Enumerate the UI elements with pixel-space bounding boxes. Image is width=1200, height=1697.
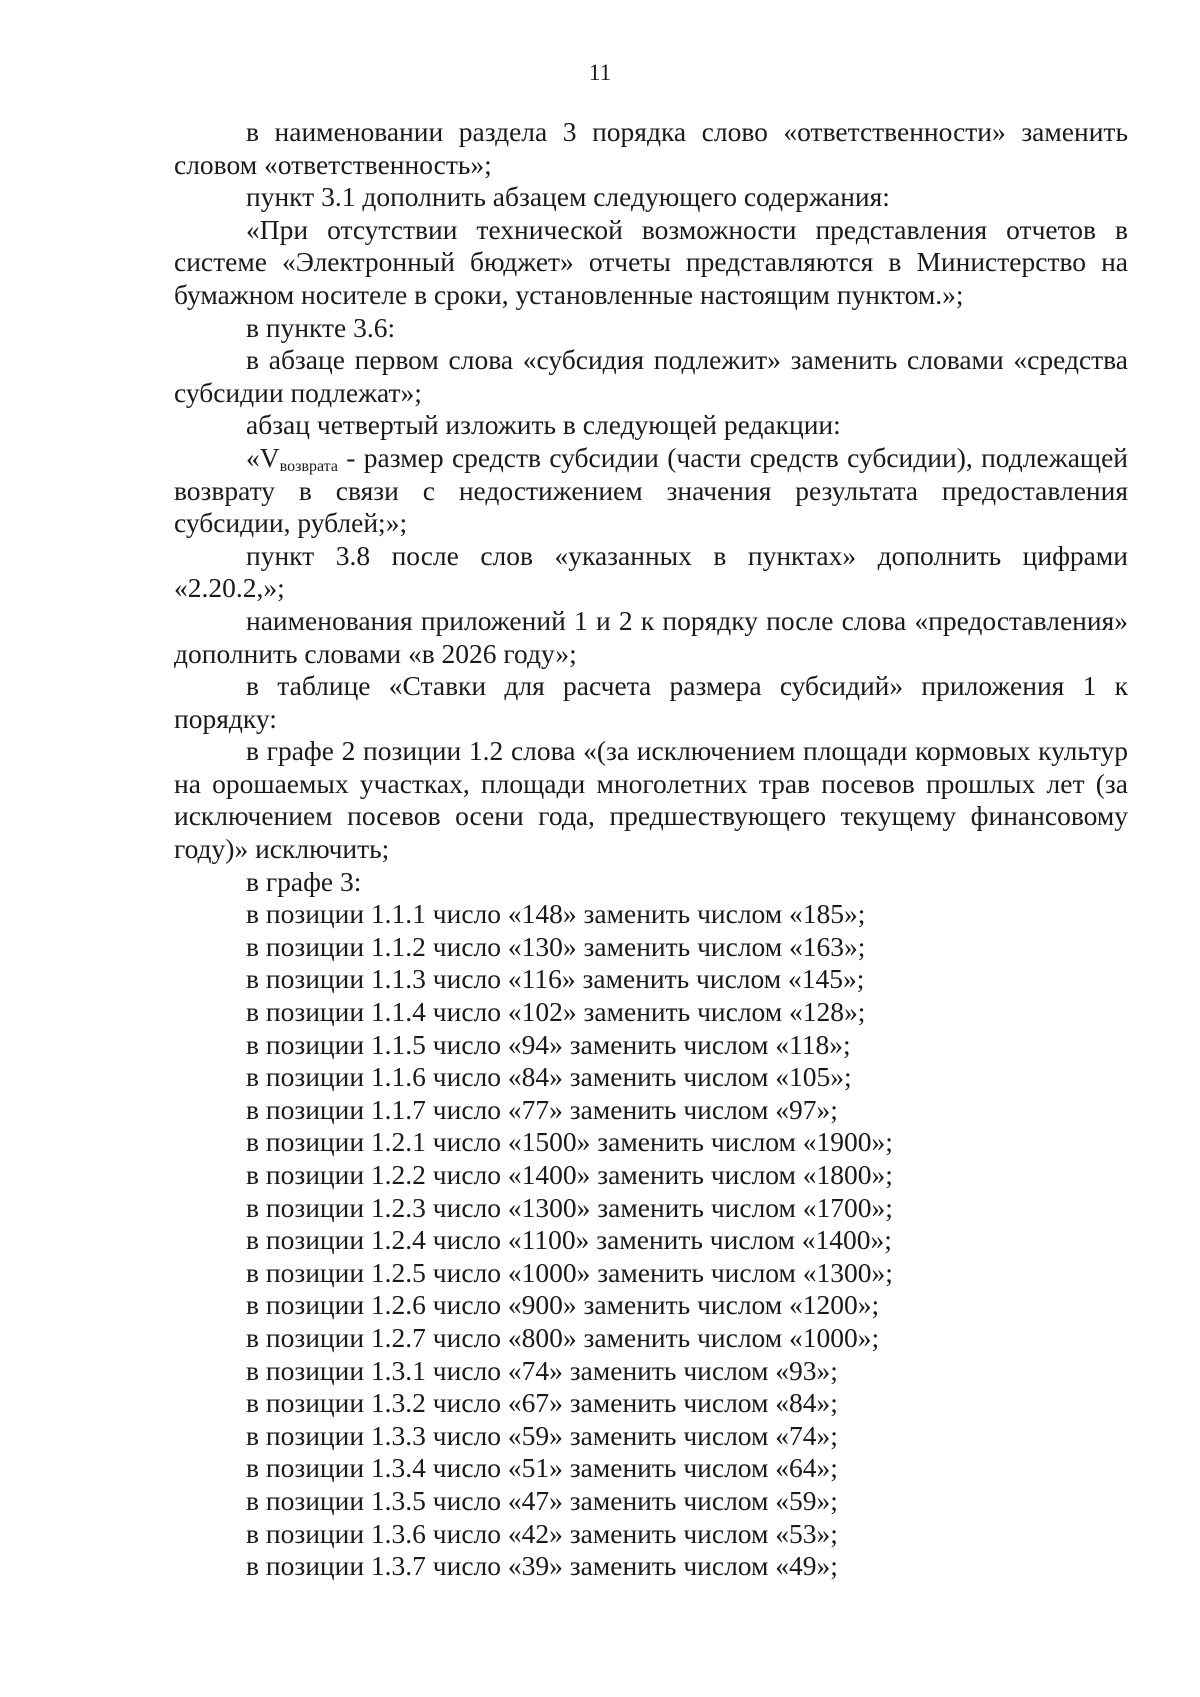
paragraph-point-3-1: пункт 3.1 дополнить абзацем следующего содержания: <box>246 181 890 213</box>
list-item: в позиции 1.3.3 число «59» заменить числом «74»; <box>246 1419 838 1451</box>
paragraph-formula-definition <box>174 442 1128 540</box>
paragraph-point-3-8: пункт 3.8 после слов «указанных в пунктах» дополнить цифрами «2.20.2,»; <box>174 539 1128 604</box>
paragraph-column-3: в графе 3: <box>246 865 362 897</box>
list-item: в позиции 1.1.1 число «148» заменить числом «185»; <box>246 898 866 930</box>
list-item: в позиции 1.1.4 число «102» заменить числом «128»; <box>246 996 866 1028</box>
list-item: в позиции 1.2.3 число «1300» заменить числом «1700»; <box>246 1191 893 1223</box>
paragraph-fourth-abzac: абзац четвертый изложить в следующей редакции: <box>246 409 841 441</box>
list-item: в позиции 1.3.5 число «47» заменить числом «59»; <box>246 1484 838 1516</box>
formula-subscript: возврата <box>279 457 338 475</box>
list-item: в позиции 1.3.6 число «42» заменить числом «53»; <box>246 1517 838 1549</box>
list-item: в позиции 1.2.4 число «1100» заменить числом «1400»; <box>246 1224 892 1256</box>
list-item: в позиции 1.1.7 число «77» заменить числом «97»; <box>246 1093 838 1125</box>
paragraph-section3-title: в наименовании раздела 3 порядка слово «ответственности» заменить словом «ответственность»; <box>174 116 1128 180</box>
list-item: в позиции 1.3.1 число «74» заменить числом «93»; <box>246 1354 838 1386</box>
list-item: в позиции 1.2.7 число «800» заменить числом «1000»; <box>246 1321 880 1353</box>
paragraph-quoted-electronic-budget: «При отсутствии технической возможности представления отчетов в системе «Электронный бюджет» отчеты представляются в Министерство на бумажном носителе в сроки, установленные настоящим пунктом.»; <box>174 213 1128 310</box>
paragraph-appendix-names: наименования приложений 1 и 2 к порядку после слова «предоставления» дополнить словами «в 2026 году»; <box>174 604 1128 669</box>
paragraph-column-2: в графе 2 позиции 1.2 слова «(за исключением площади кормовых культур на орошаемых участках, площади многолетних трав посевов прошлых лет (за исключением посевов осени года, предшествующего текущему финансовому году)» исключить; <box>174 735 1128 865</box>
list-item: в позиции 1.1.3 число «116» заменить числом «145»; <box>246 963 865 995</box>
list-item: в позиции 1.2.6 число «900» заменить числом «1200»; <box>246 1289 880 1321</box>
list-item: в позиции 1.1.6 число «84» заменить числом «105»; <box>246 1061 852 1093</box>
page-number: 11 <box>588 60 612 85</box>
document-body <box>174 116 1128 1583</box>
list-item: в позиции 1.3.7 число «39» заменить числом «49»; <box>246 1550 838 1582</box>
list-item: в позиции 1.1.2 число «130» заменить числом «163»; <box>246 930 866 962</box>
list-item: в позиции 1.3.4 число «51» заменить числом «64»; <box>246 1452 838 1484</box>
formula-rest: - размер средств субсидии (части средств субсидии), подлежащей возврату в связи с недостижением значения результата предоставления субсидии, рублей;»; <box>174 441 1128 539</box>
list-item: в позиции 1.2.1 число «1500» заменить числом «1900»; <box>246 1126 893 1158</box>
list-item: в позиции 1.3.2 число «67» заменить числом «84»; <box>246 1387 838 1419</box>
list-item: в позиции 1.2.2 число «1400» заменить числом «1800»; <box>246 1159 893 1190</box>
paragraph-first-abzac: в абзаце первом слова «субсидия подлежит» заменить словами «средства субсидии подлежат»; <box>174 344 1128 408</box>
formula-prefix: «V <box>246 441 280 473</box>
paragraph-point-3-6: в пункте 3.6: <box>246 311 396 343</box>
list-item: в позиции 1.1.5 число «94» заменить числом «118»; <box>246 1028 851 1060</box>
list-item: в позиции 1.2.5 число «1000» заменить числом «1300»; <box>246 1256 893 1288</box>
paragraph-rates-table: в таблице «Ставки для расчета размера субсидий» приложения 1 к порядку: <box>174 670 1128 734</box>
